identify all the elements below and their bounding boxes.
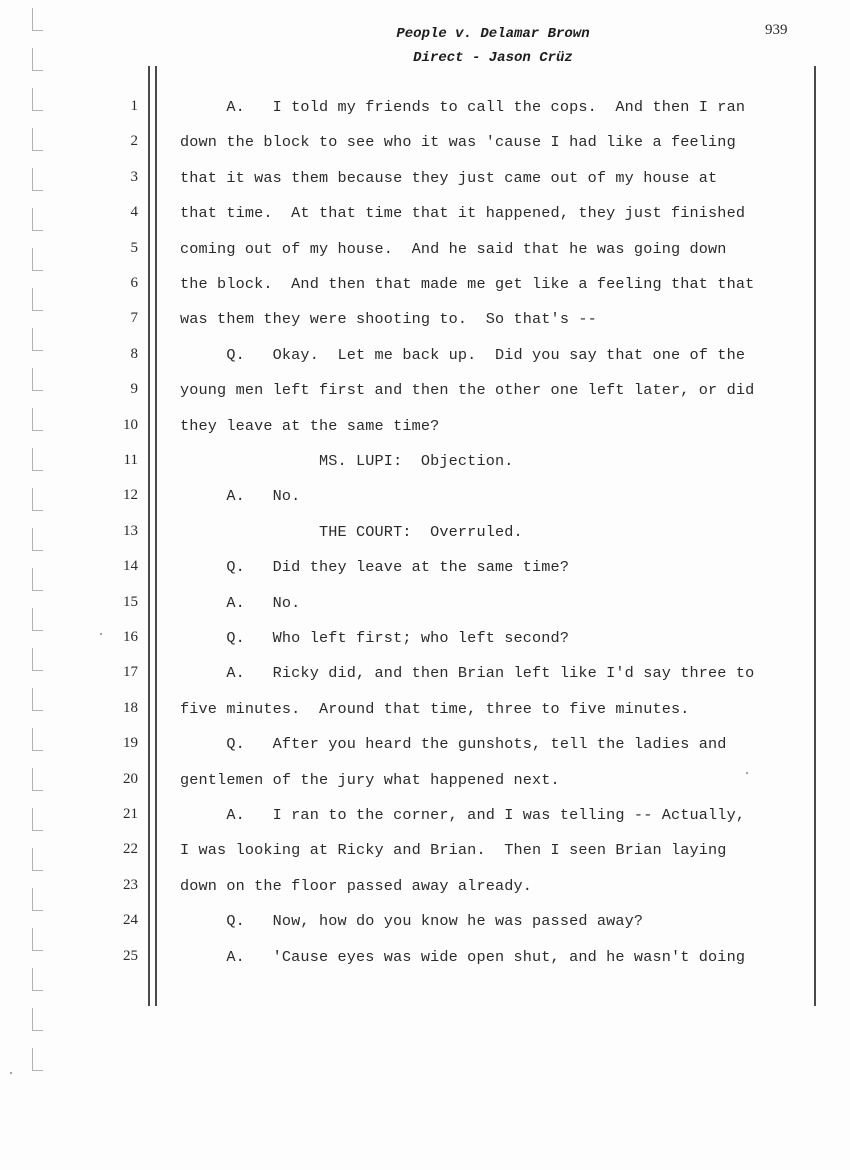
transcript-line: gentlemen of the jury what happened next. [180, 771, 560, 789]
transcript-line: the block. And then that made me get like a feeling that that [180, 275, 755, 293]
transcript-line: Q. Okay. Let me back up. Did you say that one of the [180, 346, 746, 364]
perforation-mark [32, 648, 43, 671]
transcript-line: they leave at the same time? [180, 417, 440, 435]
transcript-line: MS. LUPI: Objection. [180, 452, 514, 470]
perforation-mark [32, 608, 43, 631]
transcript-line: young men left first and then the other one left later, or did [180, 381, 755, 399]
line-number: 15 [123, 594, 138, 610]
transcript-line: that time. At that time that it happened, they just finished [180, 204, 746, 222]
transcript-line: Q. Did they leave at the same time? [180, 558, 570, 576]
line-number: 10 [123, 417, 138, 433]
left-margin-rule [148, 66, 150, 1006]
left-margin-rule-inner [155, 66, 157, 1006]
page-number: 939 [765, 22, 788, 38]
transcript-line: coming out of my house. And he said that he was going down [180, 240, 727, 258]
line-number: 19 [123, 735, 138, 751]
transcript-line: A. I ran to the corner, and I was telling -- Actually, [180, 806, 746, 824]
transcript-line: A. No. [180, 487, 301, 505]
line-number: 17 [123, 664, 138, 680]
perforation-mark [32, 928, 43, 951]
line-number: 22 [123, 841, 138, 857]
case-title: People v. Delamar Brown [396, 26, 590, 42]
transcript-line: Q. Who left first; who left second? [180, 629, 570, 647]
line-number: 1 [130, 98, 138, 114]
perforation-mark [32, 728, 43, 751]
line-number: 21 [123, 806, 138, 822]
line-number: 2 [130, 133, 138, 149]
perforation-mark [32, 8, 43, 31]
line-number: 9 [130, 381, 138, 397]
line-number: 24 [123, 912, 138, 928]
perforation-mark [32, 248, 43, 271]
perforation-mark [32, 168, 43, 191]
perforation-mark [32, 408, 43, 431]
transcript-line: that it was them because they just came out of my house at [180, 169, 718, 187]
line-number: 13 [123, 523, 138, 539]
transcript-line: Q. Now, how do you know he was passed away? [180, 912, 644, 930]
transcript-line: down on the floor passed away already. [180, 877, 533, 895]
perforation-mark [32, 968, 43, 991]
transcript-line: Q. After you heard the gunshots, tell the ladies and [180, 735, 727, 753]
transcript-line: was them they were shooting to. So that's -- [180, 310, 597, 328]
paper-speck [100, 633, 102, 635]
transcript-line: A. I told my friends to call the cops. And then I ran [180, 98, 746, 116]
perforation-mark [32, 808, 43, 831]
perforation-mark [32, 768, 43, 791]
witness-line: Direct - Jason Crüz [413, 50, 573, 66]
transcript-line: THE COURT: Overruled. [180, 523, 523, 541]
line-number: 6 [130, 275, 138, 291]
line-number: 23 [123, 877, 138, 893]
line-number: 18 [123, 700, 138, 716]
perforation-mark [32, 1008, 43, 1031]
line-number: 4 [130, 204, 138, 220]
perforation-mark [32, 128, 43, 151]
perforation-mark [32, 448, 43, 471]
line-number: 5 [130, 240, 138, 256]
line-number: 16 [123, 629, 138, 645]
perforation-mark [32, 368, 43, 391]
paper-speck [10, 1072, 12, 1074]
line-number: 14 [123, 558, 138, 574]
transcript-line: down the block to see who it was 'cause I had like a feeling [180, 133, 736, 151]
transcript-line: A. 'Cause eyes was wide open shut, and he wasn't doing [180, 948, 746, 966]
perforation-mark [32, 208, 43, 231]
perforation-mark [32, 48, 43, 71]
line-number: 11 [123, 452, 138, 468]
perforation-mark [32, 688, 43, 711]
perforation-mark [32, 1048, 43, 1071]
line-number: 20 [123, 771, 138, 787]
perforation-mark [32, 568, 43, 591]
line-number: 3 [130, 169, 138, 185]
transcript-line: A. Ricky did, and then Brian left like I'd say three to [180, 664, 755, 682]
binding-perforations [28, 8, 48, 1088]
perforation-mark [32, 888, 43, 911]
line-number: 25 [123, 948, 138, 964]
line-number: 12 [123, 487, 138, 503]
transcript-line: five minutes. Around that time, three to five minutes. [180, 700, 690, 718]
transcript-line: A. No. [180, 594, 301, 612]
perforation-mark [32, 528, 43, 551]
perforation-mark [32, 488, 43, 511]
transcript-line: I was looking at Ricky and Brian. Then I seen Brian laying [180, 841, 727, 859]
paper-speck [746, 772, 748, 774]
perforation-mark [32, 288, 43, 311]
perforation-mark [32, 848, 43, 871]
perforation-mark [32, 328, 43, 351]
line-number: 8 [130, 346, 138, 362]
line-number: 7 [130, 310, 138, 326]
right-margin-rule [814, 66, 816, 1006]
perforation-mark [32, 88, 43, 111]
